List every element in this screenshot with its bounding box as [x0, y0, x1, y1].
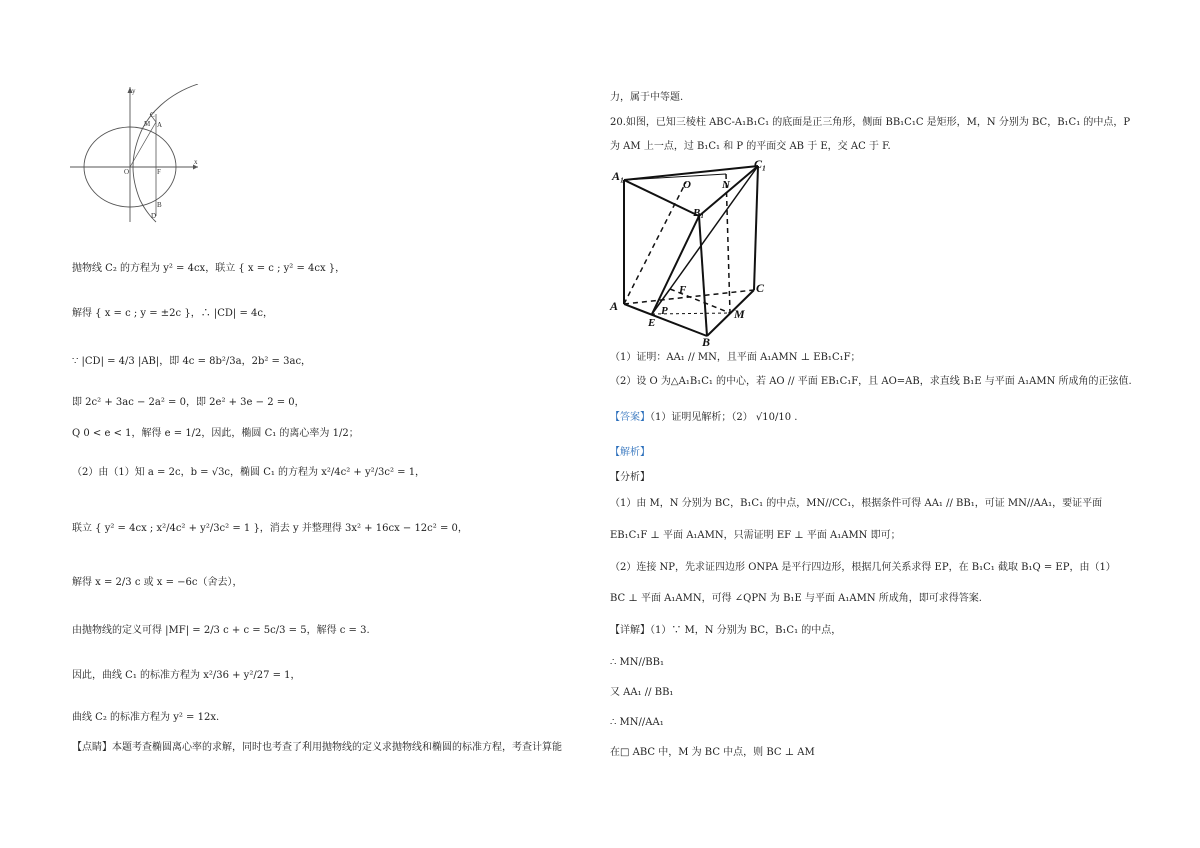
solution-line-5: 【详解】（1）∵ M，N 分别为 BC，B₁C₁ 的中点，: [610, 625, 842, 636]
left-line-12: 【点睛】本题考查椭圆离心率的求解，同时也考查了利用抛物线的定义求抛物线和椭圆的标准方程，考查计算能: [72, 742, 562, 753]
solution-line-3: （2）连接 NP，先求证四边形 ONPA 是平行四边形，根据几何关系求得 EP，在 B₁C₁ 截取 B₁Q = EP，由（1）: [610, 562, 1116, 573]
left-line-6: （2）由（1）知 a = 2c，b = √3c，椭圆 C₁ 的方程为 x²/4c² + y²/3c² = 1，: [72, 467, 426, 478]
left-line-4: 即 2c² + 3ac − 2a² = 0，即 2e² + 3e − 2 = 0，: [72, 397, 305, 408]
analysis-tag: 【解析】: [610, 447, 650, 458]
solution-line-4: BC ⊥ 平面 A₁AMN，可得 ∠QPN 为 B₁E 与平面 A₁AMN 所成角，即可求得答案.: [610, 593, 982, 604]
fig-label-b: B: [157, 201, 162, 209]
question-part-1: （1）证明：AA₁ // MN，且平面 A₁AMN ⊥ EB₁C₁F；: [610, 352, 861, 363]
right-line-3: 为 AM 上一点，过 B₁C₁ 和 P 的平面交 AB 于 E，交 AC 于 F.: [610, 141, 891, 152]
answer-tag: 【答案】: [610, 412, 650, 423]
fig-label-m: M: [144, 120, 151, 128]
answer-text: （1）证明见解析；（2） √10/10 .: [650, 412, 798, 423]
prism-label-a: A: [610, 299, 619, 313]
fig-label-a: A: [157, 121, 163, 129]
prism-label-c: C: [756, 281, 765, 295]
left-line-2: 解得 { x = c ; y = ±2c }，∴ |CD| = 4c，: [72, 308, 273, 319]
left-line-3: ∵ |CD| = 4/3 |AB|，即 4c = 8b²/3a，2b² = 3ac，: [72, 356, 312, 367]
prism-label-c1: C₁: [754, 157, 767, 171]
left-line-5: Q 0 < e < 1，解得 e = 1/2，因此，椭圆 C₁ 的离心率为 1/2；: [72, 428, 359, 439]
left-line-8: 解得 x = 2/3 c 或 x = −6c（舍去），: [72, 577, 243, 588]
fenxi-tag: 【分析】: [610, 472, 650, 483]
prism-label-b: B: [702, 335, 711, 348]
left-line-10: 因此，曲线 C₁ 的标准方程为 x²/36 + y²/27 = 1，: [72, 670, 301, 681]
fig-label-c: C: [150, 111, 155, 119]
ellipse-parabola-figure: [68, 84, 203, 224]
prism-label-o: O: [683, 179, 691, 191]
prism-figure: [606, 156, 776, 348]
fig-label-y: y: [132, 87, 136, 95]
fig-label-x: x: [194, 158, 198, 166]
left-line-7: 联立 { y² = 4cx ; x²/4c² + y²/3c² = 1 }，消去 y 并整理得 3x² + 16cx − 12c² = 0，: [72, 523, 468, 534]
solution-line-7: 又 AA₁ // BB₁: [610, 687, 674, 698]
prism-label-n: N: [722, 179, 730, 191]
fig-label-d: D: [151, 212, 157, 220]
prism-label-b1: B₁: [693, 207, 705, 219]
left-line-11: 曲线 C₂ 的标准方程为 y² = 12x.: [72, 712, 220, 723]
solution-line-1: （1）由 M，N 分别为 BC，B₁C₁ 的中点，MN//CC₁，根据条件可得 AA₁ // BB₁，可证 MN//AA₁，要证平面: [610, 498, 1103, 509]
question-part-2: （2）设 O 为△A₁B₁C₁ 的中心，若 AO // 平面 EB₁C₁F，且 AO=AB，求直线 B₁E 与平面 A₁AMN 所成角的正弦值.: [610, 376, 1132, 387]
prism-label-p: P: [661, 305, 668, 317]
fig-label-f: F: [157, 168, 161, 176]
prism-label-f: F: [679, 284, 687, 296]
solution-line-6: ∴ MN//BB₁: [610, 657, 664, 668]
solution-line-9: 在□ ABC 中，M 为 BC 中点，则 BC ⊥ AM: [610, 747, 815, 758]
prism-label-m: M: [734, 307, 745, 321]
solution-line-8: ∴ MN//AA₁: [610, 717, 664, 728]
solution-line-2: EB₁C₁F ⊥ 平面 A₁AMN，只需证明 EF ⊥ 平面 A₁AMN 即可；: [610, 530, 901, 541]
left-line-9: 由抛物线的定义可得 |MF| = 2/3 c + c = 5c/3 = 5，解得 c = 3.: [72, 625, 370, 636]
fig-label-o: O: [124, 168, 130, 176]
prism-label-e: E: [648, 317, 656, 329]
right-line-1: 力，属于中等题.: [610, 92, 684, 103]
left-line-1: 抛物线 C₂ 的方程为 y² = 4cx，联立 { x = c ; y² = 4cx }，: [72, 263, 346, 274]
right-line-2: 20.如图，已知三棱柱 ABC-A₁B₁C₁ 的底面是正三角形，侧面 BB₁C₁C 是矩形，M，N 分别为 BC，B₁C₁ 的中点，P: [610, 117, 1131, 128]
prism-label-a1: A₁: [612, 169, 625, 183]
answer-line: [610, 411, 797, 425]
